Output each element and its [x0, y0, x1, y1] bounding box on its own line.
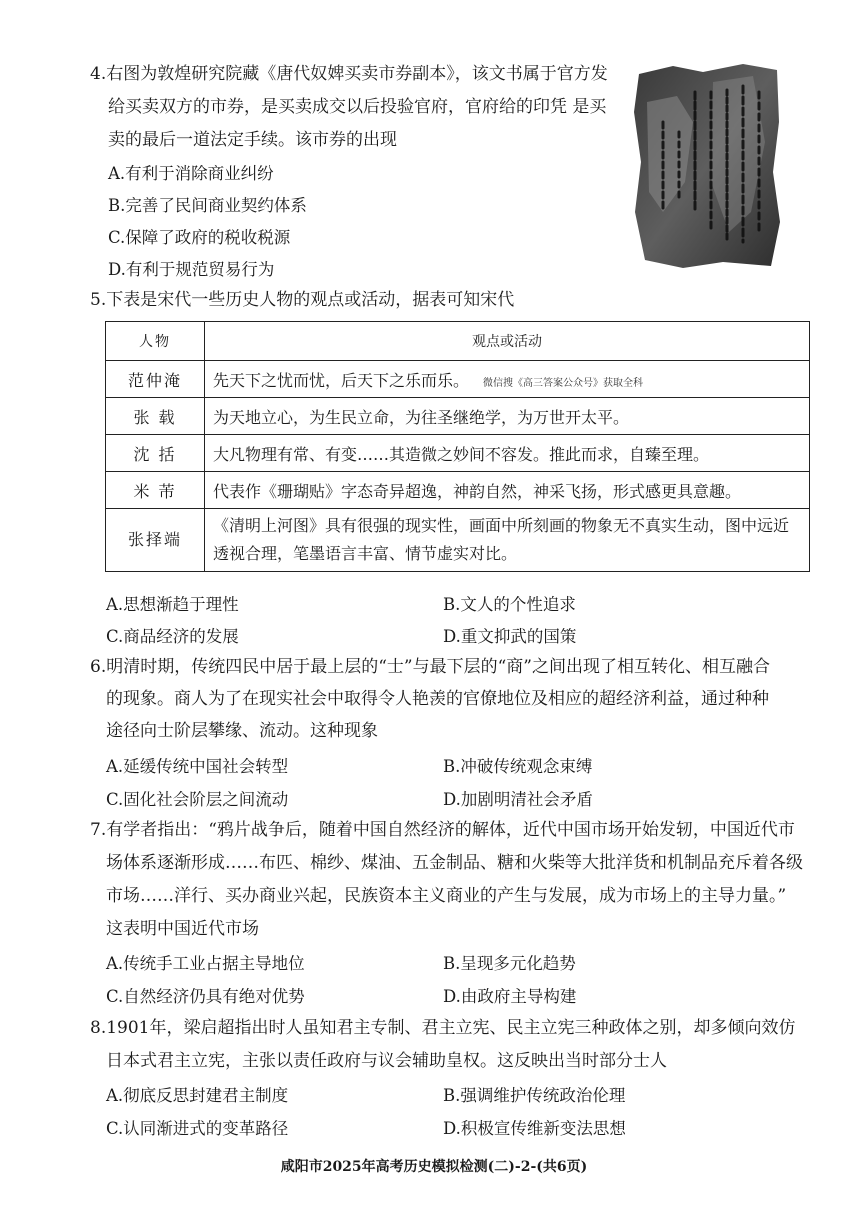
q6-stem-line-2: 的现象。商人为了在现实社会中取得令人艳羡的官僚地位及相应的超经济利益，通过种种 — [106, 689, 769, 709]
q7-stem-line-1: 7.有学者指出：“鸦片战争后，随着中国自然经济的解体，近代中国市场开始发轫，中国近代市 — [90, 820, 795, 840]
q7-stem-line-3: 市场……洋行、买办商业兴起，民族资本主义商业的产生与发展，成为市场上的主导力量。” — [106, 886, 787, 906]
q6-stem-line-1: 6.明清时期，传统四民中居于最上层的“士”与最下层的“商”之间出现了相互转化、相互融合 — [90, 657, 770, 677]
table-row — [106, 398, 810, 435]
q6-option-a: A.延缓传统中国社会转型 — [106, 757, 289, 776]
q5-table — [105, 321, 810, 572]
watermark-note: 微信搜《高三答案公众号》获取全科 — [483, 377, 644, 389]
q6-option-c: C.固化社会阶层之间流动 — [106, 790, 289, 809]
q8-stem-line-2: 日本式君主立宪，主张以责任政府与议会辅助皇权。这反映出当时部分士人 — [106, 1051, 667, 1071]
q7-option-c: C.自然经济仍具有绝对优势 — [106, 987, 305, 1006]
q8-option-a: A.彻底反思封建君主制度 — [106, 1086, 289, 1105]
q5-option-d: D.重文抑武的国策 — [443, 627, 577, 646]
table-cell-text: 代表作《珊瑚贴》字态奇异超逸，神韵自然，神采飞扬，形式感更具意趣。 — [205, 472, 810, 509]
table-row — [106, 435, 810, 472]
table-cell-name: 沈 括 — [106, 435, 205, 472]
q7-stem-line-4: 这表明中国近代市场 — [106, 919, 259, 939]
q5-option-b: B.文人的个性追求 — [443, 595, 576, 614]
table-cell-text: 《清明上河图》具有很强的现实性，画面中所刻画的物象无不真实生动，图中远近透视合理，笔墨语言丰富、情节虚实对比。 — [205, 509, 810, 572]
q4-stem-line-3: 卖的最后一道法定手续。该市券的出现 — [108, 130, 397, 150]
manuscript-photo — [633, 62, 781, 270]
q8-stem-line-1: 8.1901年，梁启超指出时人虽知君主专制、君主立宪、民主立宪三种政体之别，却多倾向效仿 — [90, 1018, 796, 1038]
q4-option-d: D.有利于规范贸易行为 — [108, 260, 275, 279]
table-header-view: 观点或活动 — [205, 322, 810, 361]
q4-stem-line-2: 给买卖双方的市券，是买卖成交以后投验官府，官府给的印凭 是买 — [108, 97, 607, 117]
table-cell-text: 大凡物理有常、有变……其造微之妙间不容发。推此而求，自臻至理。 — [205, 435, 810, 472]
q6-stem-line-3: 途径向士阶层攀缘、流动。这种现象 — [106, 721, 378, 741]
q4-option-b: B.完善了民间商业契约体系 — [108, 196, 307, 215]
q4-option-a: A.有利于消除商业纠纷 — [108, 164, 274, 183]
table-cell-text: 为天地立心，为生民立命，为往圣继绝学，为万世开太平。 — [205, 398, 810, 435]
q7-option-a: A.传统手工业占据主导地位 — [106, 954, 305, 973]
table-cell-name: 张 载 — [106, 398, 205, 435]
q5-option-a: A.思想渐趋于理性 — [106, 595, 239, 614]
q8-option-c: C.认同渐进式的变革路径 — [106, 1119, 289, 1138]
q7-stem-line-2: 场体系逐渐形成……布匹、棉纱、煤油、五金制品、糖和火柴等大批洋货和机制品充斥着各级 — [106, 853, 803, 873]
q8-option-d: D.积极宣传维新变法思想 — [443, 1119, 626, 1138]
table-cell-name: 张择端 — [106, 509, 205, 572]
table-header-person: 人物 — [106, 322, 205, 361]
q5-stem: 5.下表是宋代一些历史人物的观点或活动，据表可知宋代 — [90, 290, 515, 310]
q4-option-c: C.保障了政府的税收税源 — [108, 228, 291, 247]
table-cell-text — [205, 361, 810, 398]
q6-option-d: D.加剧明清社会矛盾 — [443, 790, 593, 809]
q6-option-b: B.冲破传统观念束缚 — [443, 757, 593, 776]
q5-option-c: C.商品经济的发展 — [106, 627, 239, 646]
table-cell-name: 范仲淹 — [106, 361, 205, 398]
table-row — [106, 361, 810, 398]
table-row — [106, 509, 810, 572]
q8-option-b: B.强调维护传统政治伦理 — [443, 1086, 626, 1105]
page-footer: 咸阳市2025年高考历史模拟检测(二)-2-(共6页) — [280, 1159, 588, 1175]
row-text: 先天下之忧而忧，后天下之乐而乐。 — [213, 370, 470, 390]
q7-option-d: D.由政府主导构建 — [443, 987, 577, 1006]
table-row — [106, 472, 810, 509]
table-header-row — [106, 322, 810, 361]
q7-option-b: B.呈现多元化趋势 — [443, 954, 576, 973]
table-cell-name: 米 芾 — [106, 472, 205, 509]
q4-stem-line-1: 4.右图为敦煌研究院藏《唐代奴婢买卖市券副本》，该文书属于官方发 — [90, 64, 608, 84]
